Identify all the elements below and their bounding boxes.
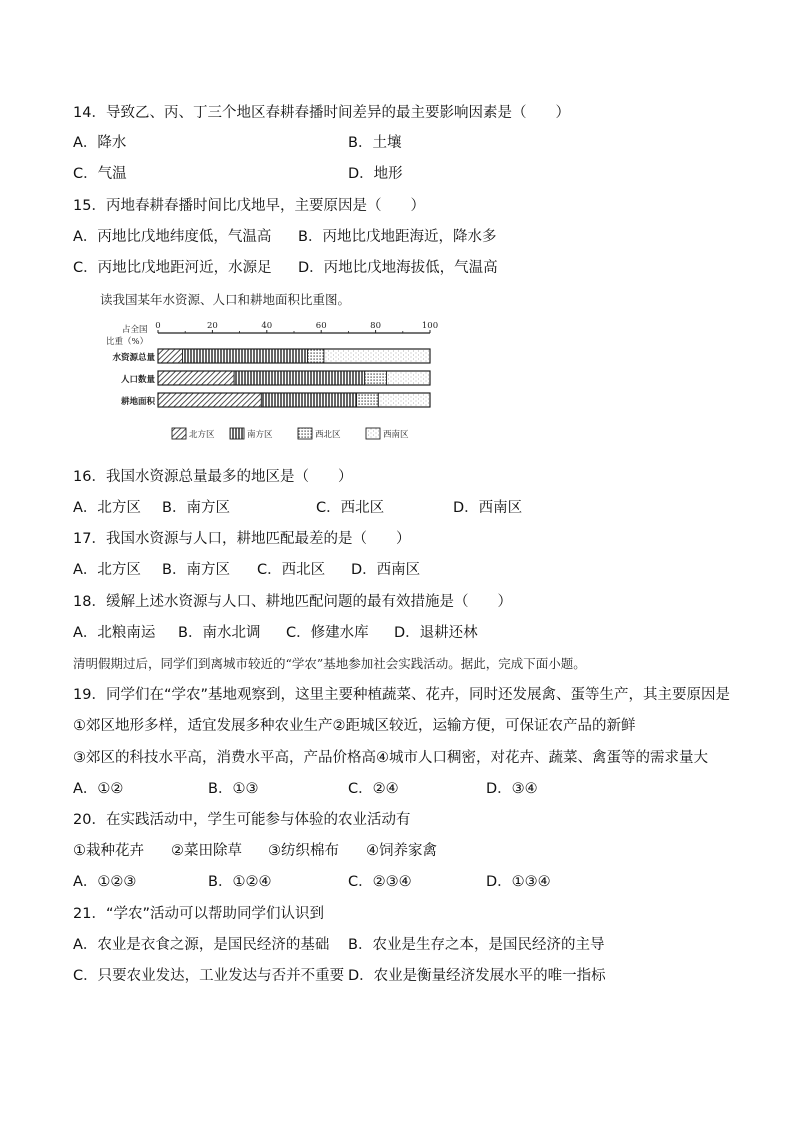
bar-segment: [357, 393, 379, 407]
x-tick-label: 100: [421, 321, 439, 331]
q14-option-d[interactable]: D．地形: [348, 166, 403, 182]
bar-segment: [365, 371, 387, 385]
x-tick-label: 20: [206, 321, 218, 331]
q16-option-c[interactable]: C．西北区: [316, 500, 385, 516]
x-tick-label: 60: [315, 321, 327, 331]
q14-option-c[interactable]: C．气温: [73, 166, 127, 182]
q20-option-d[interactable]: D．①③④: [486, 874, 551, 890]
legend-swatch: [366, 428, 380, 439]
q17-option-d[interactable]: D．西南区: [351, 562, 421, 578]
q17-option-b[interactable]: B．南方区: [162, 562, 230, 578]
q19-option-a[interactable]: A．①②: [73, 781, 124, 797]
bar-segment: [308, 349, 324, 363]
legend-swatch: [298, 428, 312, 439]
q18-option-b[interactable]: B．南水北调: [178, 625, 261, 641]
q15-option-a[interactable]: A．丙地比戊地纬度低，气温高: [73, 229, 272, 245]
legend-label: 西南区: [383, 430, 409, 440]
q14-option-b[interactable]: B．土壤: [348, 135, 402, 151]
category-label: 水资源总量: [112, 353, 155, 363]
q20-statement-1: ①栽种花卉: [73, 843, 144, 859]
q21-option-c[interactable]: C．只要农业发达，工业发达与否并不重要: [73, 968, 345, 984]
q21-option-a[interactable]: A．农业是衣食之源，是国民经济的基础: [73, 937, 330, 953]
x-tick-label: 0: [155, 321, 161, 331]
q19-option-d[interactable]: D．③④: [486, 781, 538, 797]
q14-option-a[interactable]: A．降水: [73, 135, 127, 151]
q19-statement-line-1: ①郊区地形多样，适宜发展多种农业生产②距城区较近，运输方便，可保证农产品的新鲜: [73, 718, 636, 734]
legend-swatch: [172, 428, 186, 439]
q16-option-a[interactable]: A．北方区: [73, 500, 141, 516]
q20-statement-2: ②菜田除草: [171, 843, 242, 859]
legend-swatch: [230, 428, 244, 439]
question-14-stem: 14．导致乙、丙、丁三个地区春耕春播时间差异的最主要影响因素是（ ）: [73, 105, 570, 121]
question-16-stem: 16．我国水资源总量最多的地区是（ ）: [73, 469, 353, 485]
q15-option-c[interactable]: C．丙地比戊地距河近，水源足: [73, 260, 272, 276]
q20-option-a[interactable]: A．①②③: [73, 874, 137, 890]
x-axis-label-unit: 比重（%）: [106, 337, 149, 347]
category-label: 人口数量: [120, 375, 155, 385]
q15-option-b[interactable]: B．丙地比戊地距海近，降水多: [298, 229, 497, 245]
q16-option-b[interactable]: B．南方区: [162, 500, 230, 516]
question-17-stem: 17．我国水资源与人口，耕地匹配最差的是（ ）: [73, 531, 411, 547]
q17-option-a[interactable]: A．北方区: [73, 562, 141, 578]
bar-segment: [234, 371, 365, 385]
bar-segment: [158, 349, 182, 363]
q18-option-a[interactable]: A．北粮南运: [73, 625, 156, 641]
legend-label: 西北区: [315, 430, 341, 440]
bar-segment: [182, 349, 307, 363]
q20-statement-4: ④饲养家禽: [366, 843, 437, 859]
q19-option-b[interactable]: B．①③: [208, 781, 259, 797]
question-20-stem: 20．在实践活动中，学生可能参与体验的农业活动有: [73, 812, 411, 828]
question-18-stem: 18．缓解上述水资源与人口、耕地匹配问题的最有效措施是（ ）: [73, 594, 512, 610]
q20-statement-3: ③纺织棉布: [268, 843, 339, 859]
q18-option-d[interactable]: D．退耕还林: [394, 625, 478, 641]
passage-text: 清明假期过后，同学们到离城市较近的“学农”基地参加社会实践活动。据此，完成下面小题。: [73, 656, 586, 671]
x-tick-label: 80: [370, 321, 382, 331]
bar-segment: [158, 393, 261, 407]
chart-intro: 读我国某年水资源、人口和耕地面积比重图。: [100, 292, 351, 307]
water-population-farmland-chart: [100, 316, 450, 446]
question-15-stem: 15．丙地春耕春播时间比戊地早，主要原因是（ ）: [73, 198, 425, 214]
q20-option-c[interactable]: C．②③④: [348, 874, 412, 890]
category-label: 耕地面积: [120, 397, 155, 407]
bar-segment: [324, 349, 430, 363]
x-axis-label: 占全国: [122, 325, 148, 335]
bar-segment: [378, 393, 430, 407]
bar-segment: [386, 371, 430, 385]
bar-segment: [261, 393, 356, 407]
question-19-stem: 19．同学们在“学农”基地观察到，这里主要种植蔬菜、花卉，同时还发展禽、蛋等生产，其主要原因是: [73, 687, 730, 703]
q19-option-c[interactable]: C．②④: [348, 781, 399, 797]
bar-segment: [158, 371, 234, 385]
q15-option-d[interactable]: D．丙地比戊地海拔低，气温高: [298, 260, 498, 276]
q20-option-b[interactable]: B．①②④: [208, 874, 272, 890]
question-21-stem: 21．“学农”活动可以帮助同学们认识到: [73, 906, 324, 922]
legend-label: 南方区: [247, 430, 273, 440]
q21-option-b[interactable]: B．农业是生存之本，是国民经济的主导: [348, 937, 605, 953]
q17-option-c[interactable]: C．西北区: [257, 562, 326, 578]
legend-label: 北方区: [189, 430, 215, 440]
q21-option-d[interactable]: D．农业是衡量经济发展水平的唯一指标: [348, 968, 606, 984]
q19-statement-line-2: ③郊区的科技水平高，消费水平高，产品价格高④城市人口稠密，对花卉、蔬菜、禽蛋等的需求量大: [73, 750, 708, 766]
q18-option-c[interactable]: C．修建水库: [286, 625, 369, 641]
x-tick-label: 40: [261, 321, 273, 331]
q16-option-d[interactable]: D．西南区: [453, 500, 523, 516]
